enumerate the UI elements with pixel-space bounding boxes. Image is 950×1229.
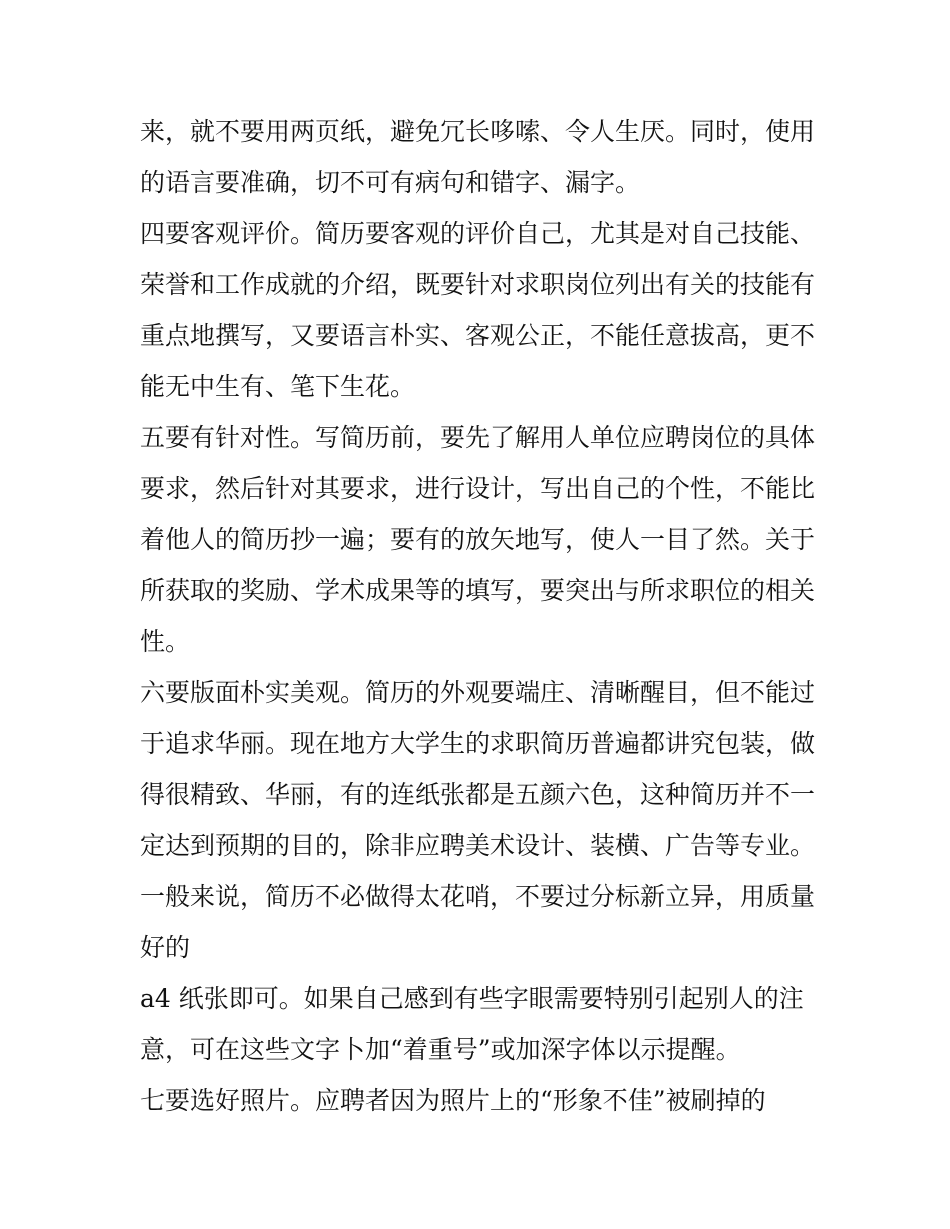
paragraph-continuation xyxy=(140,106,816,208)
text-line: 的语言要准确，切不可有病句和错字、漏字。 xyxy=(140,168,641,197)
paragraph-photo xyxy=(140,1075,816,1126)
text-line: a4 纸张即可。如果自己感到有些字眼需要特别引起别人的注 xyxy=(140,984,804,1013)
text-line: 要求，然后针对其要求，进行设计，写出自己的个性，不能比 xyxy=(140,474,816,503)
text-line: 意，可在这些文字卜加“着重号”或加深字体以示提醒。 xyxy=(140,1035,741,1064)
text-line: 定达到预期的目的，除非应聘美术设计、装横、广告等专业。 xyxy=(140,831,816,860)
text-line: 所获取的奖励、学术成果等的填写，要突出与所求职位的相关 xyxy=(140,576,816,605)
body-text xyxy=(140,106,816,1126)
text-line: 好的 xyxy=(140,933,191,962)
paragraph-objective-evaluation xyxy=(140,208,816,412)
text-line: 四要客观评价。简历要客观的评价自己，尤其是对自己技能、 xyxy=(140,219,816,248)
text-line: 六要版面朴实美观。简历的外观要端庄、清晰醒目，但不能过 xyxy=(140,678,816,707)
text-line: 得很精致、华丽，有的连纸张都是五颜六色，这种简历并不一 xyxy=(140,780,816,809)
text-line: 于追求华丽。现在地方大学生的求职简历普遍都讲究包装，做 xyxy=(140,729,816,758)
text-line: 一般来说，简历不必做得太花哨，不要过分标新立异，用质量 xyxy=(140,882,816,911)
paragraph-targeting xyxy=(140,412,816,667)
text-line: 重点地撰写，又要语言朴实、客观公正，不能任意拔高，更不 xyxy=(140,321,816,350)
paragraph-layout xyxy=(140,667,816,973)
text-line: 荣誉和工作成就的介绍，既要针对求职岗位列出有关的技能有 xyxy=(140,270,816,299)
text-line: 性。 xyxy=(140,627,191,656)
text-line: 五要有针对性。写简历前，要先了解用人单位应聘岗位的具体 xyxy=(140,423,816,452)
text-line: 着他人的简历抄一遍；要有的放矢地写，使人一目了然。关于 xyxy=(140,525,816,554)
text-line: 能无中生有、笔下生花。 xyxy=(140,372,416,401)
text-line: 来，就不要用两页纸，避免冗长哆嗦、令人生厌。同时，使用 xyxy=(140,117,816,146)
paragraph-paper xyxy=(140,973,816,1075)
text-line: 七要选好照片。应聘者因为照片上的“形象不佳”被刷掉的 xyxy=(140,1086,766,1115)
